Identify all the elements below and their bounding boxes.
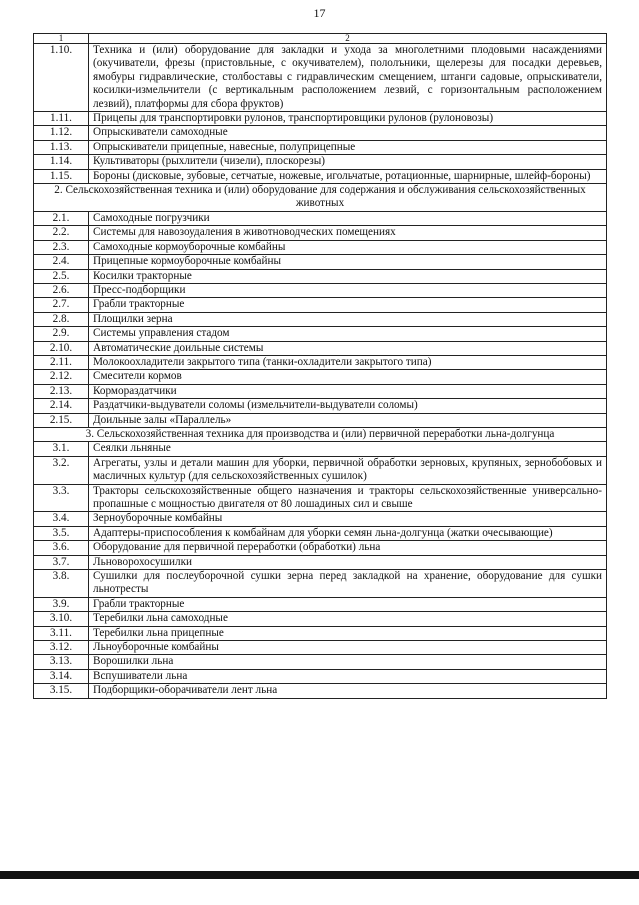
section-heading: 3. Сельскохозяйственная техника для производства и (или) первичной переработки льна-долгунца <box>34 427 607 441</box>
item-description: Грабли тракторные <box>89 597 607 611</box>
table-row <box>34 384 607 398</box>
item-description: Бороны (дисковые, зубовые, сетчатые, ножевые, игольчатые, ротационные, шарнирные, шлейф-бороны) <box>89 169 607 183</box>
table-row <box>34 298 607 312</box>
item-description: Самоходные кормоуборочные комбайны <box>89 240 607 254</box>
table-row <box>34 312 607 326</box>
table-row <box>34 341 607 355</box>
item-number: 2.12. <box>34 370 89 384</box>
item-number: 3.7. <box>34 555 89 569</box>
item-number: 2.13. <box>34 384 89 398</box>
column-header-number: 1 <box>34 34 89 44</box>
item-description: Подборщики-оборачиватели лент льна <box>89 684 607 698</box>
item-number: 3.14. <box>34 669 89 683</box>
item-number: 3.4. <box>34 512 89 526</box>
column-header-name: 2 <box>89 34 607 44</box>
item-number: 2.2. <box>34 226 89 240</box>
item-description: Автоматические доильные системы <box>89 341 607 355</box>
item-number: 3.6. <box>34 541 89 555</box>
table-header-row <box>34 34 607 44</box>
item-description: Системы управления стадом <box>89 327 607 341</box>
table-row <box>34 512 607 526</box>
equipment-table-body <box>34 34 607 699</box>
item-number: 3.1. <box>34 442 89 456</box>
item-description: Теребилки льна самоходные <box>89 612 607 626</box>
table-row <box>34 155 607 169</box>
item-description: Молокоохладители закрытого типа (танки-охладители закрытого типа) <box>89 355 607 369</box>
item-description: Системы для навозоудаления в животноводческих помещениях <box>89 226 607 240</box>
item-number: 3.13. <box>34 655 89 669</box>
table-row <box>34 626 607 640</box>
table-row <box>34 283 607 297</box>
item-number: 2.10. <box>34 341 89 355</box>
item-number: 2.4. <box>34 255 89 269</box>
table-row <box>34 240 607 254</box>
item-description: Льноворохосушилки <box>89 555 607 569</box>
item-number: 2.15. <box>34 413 89 427</box>
table-row <box>34 355 607 369</box>
item-description: Пресс-подборщики <box>89 283 607 297</box>
table-row <box>34 684 607 698</box>
table-row <box>34 555 607 569</box>
item-description: Самоходные погрузчики <box>89 211 607 225</box>
item-description: Льноуборочные комбайны <box>89 641 607 655</box>
item-number: 2.7. <box>34 298 89 312</box>
table-row <box>34 327 607 341</box>
item-description: Опрыскиватели самоходные <box>89 126 607 140</box>
page-number: 17 <box>313 6 326 20</box>
item-number: 3.15. <box>34 684 89 698</box>
item-description: Кормораздатчики <box>89 384 607 398</box>
table-row <box>34 456 607 484</box>
item-number: 3.9. <box>34 597 89 611</box>
item-description: Грабли тракторные <box>89 298 607 312</box>
item-number: 1.14. <box>34 155 89 169</box>
table-row <box>34 612 607 626</box>
item-number: 3.10. <box>34 612 89 626</box>
item-number: 1.11. <box>34 112 89 126</box>
table-row <box>34 126 607 140</box>
item-description: Прицепные кормоуборочные комбайны <box>89 255 607 269</box>
item-description: Ворошилки льна <box>89 655 607 669</box>
item-description: Сеялки льняные <box>89 442 607 456</box>
table-row <box>34 526 607 540</box>
table-row <box>34 169 607 183</box>
table-row <box>34 44 607 112</box>
item-number: 1.10. <box>34 44 89 112</box>
table-row <box>34 370 607 384</box>
item-description: Раздатчики-выдуватели соломы (измельчители-выдуватели соломы) <box>89 399 607 413</box>
item-number: 3.2. <box>34 456 89 484</box>
table-row <box>34 269 607 283</box>
item-number: 3.12. <box>34 641 89 655</box>
item-number: 1.13. <box>34 140 89 154</box>
item-number: 1.12. <box>34 126 89 140</box>
table-row <box>34 442 607 456</box>
item-number: 2.5. <box>34 269 89 283</box>
table-row <box>34 597 607 611</box>
section-heading: 2. Сельскохозяйственная техника и (или) оборудование для содержания и обслуживания сельскохозяйственных животных <box>34 184 607 212</box>
item-description: Смесители кормов <box>89 370 607 384</box>
item-description: Теребилки льна прицепные <box>89 626 607 640</box>
table-row <box>34 641 607 655</box>
item-number: 2.14. <box>34 399 89 413</box>
table-row <box>34 226 607 240</box>
table-row <box>34 669 607 683</box>
equipment-table <box>33 33 607 699</box>
item-description: Доильные залы «Параллель» <box>89 413 607 427</box>
table-row <box>34 413 607 427</box>
item-description: Площилки зерна <box>89 312 607 326</box>
table-row <box>34 112 607 126</box>
item-number: 1.15. <box>34 169 89 183</box>
item-description: Адаптеры-приспособления к комбайнам для уборки семян льна-долгунца (жатки очесывающие) <box>89 526 607 540</box>
item-description: Культиваторы (рыхлители (чизели), плоскорезы) <box>89 155 607 169</box>
table-row <box>34 655 607 669</box>
item-number: 3.3. <box>34 484 89 512</box>
section-heading-row <box>34 427 607 441</box>
table-row <box>34 484 607 512</box>
item-number: 2.3. <box>34 240 89 254</box>
item-description: Вспушиватели льна <box>89 669 607 683</box>
item-description: Оборудование для первичной переработки (обработки) льна <box>89 541 607 555</box>
table-row <box>34 399 607 413</box>
item-number: 3.8. <box>34 570 89 598</box>
item-description: Косилки тракторные <box>89 269 607 283</box>
item-description: Тракторы сельскохозяйственные общего назначения и тракторы сельскохозяйственные универсально-пропашные с мощностью двигателя от 80 лошадиных сил и свыше <box>89 484 607 512</box>
item-description: Зерноуборочные комбайны <box>89 512 607 526</box>
item-number: 3.11. <box>34 626 89 640</box>
item-number: 2.1. <box>34 211 89 225</box>
bottom-rule <box>0 871 639 879</box>
item-number: 3.5. <box>34 526 89 540</box>
item-description: Опрыскиватели прицепные, навесные, полуприцепные <box>89 140 607 154</box>
table-row <box>34 211 607 225</box>
table-row <box>34 570 607 598</box>
section-heading-row <box>34 184 607 212</box>
item-number: 2.11. <box>34 355 89 369</box>
table-row <box>34 541 607 555</box>
item-description: Сушилки для послеуборочной сушки зерна перед закладкой на хранение, оборудование для сушки льнотресты <box>89 570 607 598</box>
item-number: 2.9. <box>34 327 89 341</box>
table-row <box>34 255 607 269</box>
table-row <box>34 140 607 154</box>
item-description: Прицепы для транспортировки рулонов, транспортировщики рулонов (рулоновозы) <box>89 112 607 126</box>
item-number: 2.6. <box>34 283 89 297</box>
item-description: Агрегаты, узлы и детали машин для уборки, первичной обработки зерновых, крупяных, зернобобовых и масличных культур (для сельскохозяйственных сушилок) <box>89 456 607 484</box>
item-description: Техника и (или) оборудование для закладки и ухода за многолетними плодовыми насаждениями (окучиватели, фрезы (пристовльные, с окучивателем), пололъники, щелерезы для посадки деревьев, ямобуры гидравлические, столбоставы с гидравлическим смещением, штанги садовые, опрыскиватели, косилки-измельчители (с вертикальным расположением лезвий, с горизонтальным расположением лезвий), платформы для сбора фруктов) <box>89 44 607 112</box>
item-number: 2.8. <box>34 312 89 326</box>
